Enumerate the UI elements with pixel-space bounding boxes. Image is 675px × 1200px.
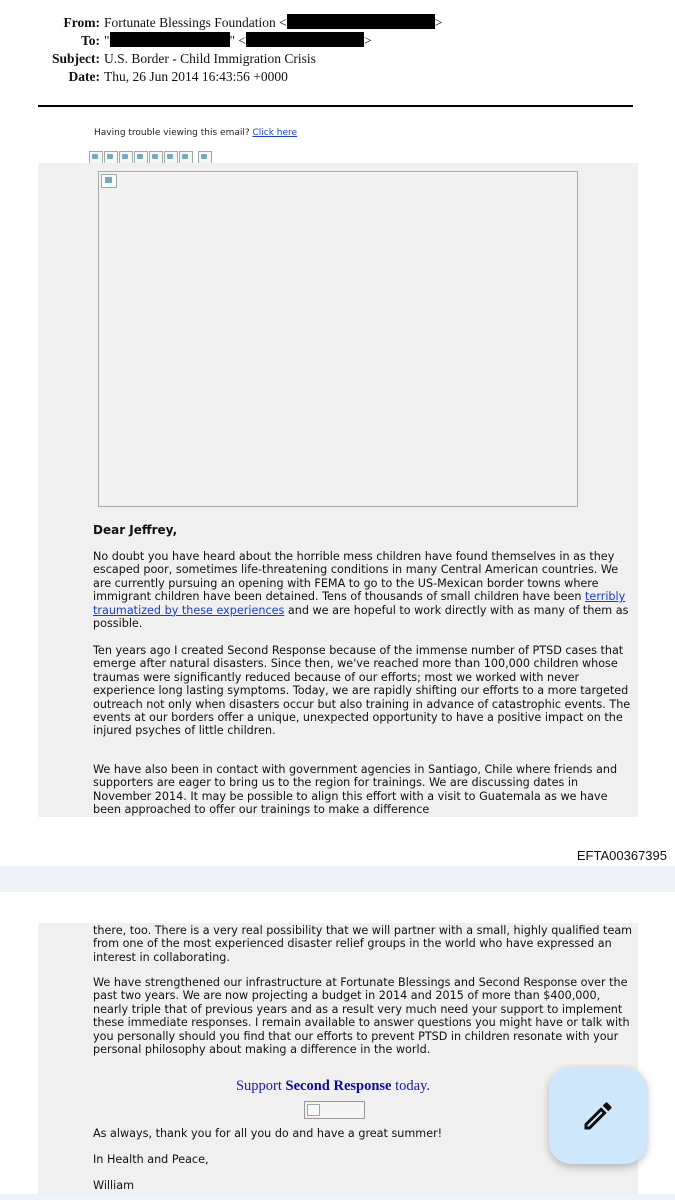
page-gap — [0, 866, 675, 892]
redaction-box — [287, 14, 435, 29]
to-row: To: " " < > — [0, 32, 560, 50]
email-body-panel-continued — [38, 923, 638, 1194]
traumatized-link[interactable]: terribly traumatized by these experiences — [93, 590, 626, 617]
page-id-stamp: EFTA00367395 — [576, 848, 667, 863]
date-label: Date: — [68, 69, 100, 84]
greeting: Dear Jeffrey, — [93, 523, 178, 537]
header-divider — [38, 105, 633, 107]
paragraph-2: Ten years ago I created Second Response because of the immense number of PTSD cases that emerge after natural disasters. Since then, we've reached more than 100,000 children whose traumas were significantly reduced because of our efforts; most we worked with never experience long lasting symptoms. Today, we are rapidly shifting our efforts to a more targeted outreach not only when disasters occur but also training in advance of catastrophic events. The events at our borders offer a unique, unexpected opportunity to have a positive impact on the injured psyches of little children. — [93, 644, 631, 738]
trouble-viewing-notice: Having trouble viewing this email? Click here — [94, 128, 298, 138]
broken-image-icon — [307, 1104, 320, 1116]
subject-label: Subject: — [52, 51, 100, 66]
to-label: To: — [80, 33, 100, 48]
broken-image-icon — [101, 174, 117, 188]
broken-image-row — [89, 149, 213, 163]
from-label: From: — [63, 15, 100, 30]
page-gap-bottom — [0, 1194, 675, 1200]
from-row: From: Fortunate Blessings Foundation < > — [0, 14, 560, 32]
signature: William — [93, 1179, 135, 1192]
date-row — [0, 68, 560, 86]
thanks-line: As always, thank you for all you do and have a great summer! — [93, 1127, 443, 1140]
subject-value: U.S. Border - Child Immigration Crisis — [104, 51, 316, 66]
subject-row — [0, 50, 560, 68]
support-callout: Support Second Response today. — [235, 1078, 431, 1094]
date-value: Thu, 26 Jun 2014 16:43:56 +0000 — [104, 69, 288, 84]
click-here-link[interactable]: Click here — [252, 128, 298, 138]
redaction-box — [110, 32, 230, 47]
header-image-placeholder — [98, 171, 578, 507]
paragraph-1: No doubt you have heard about the horrible mess children have found themselves in as they escaped poor, sometimes life-threatening conditions in many Central American countries. We are currently pursuing an opening with FEMA to go to the US-Mexican border towns where immigrant children have been detained. Tens of thousands of small children have been terribly traumatized by these experiences and we are hopeful to work directly with as many of them as possible. — [93, 550, 629, 631]
pencil-edit-icon — [580, 1098, 616, 1134]
signoff-line: In Health and Peace, — [93, 1153, 209, 1166]
paragraph-3-part-2: there, too. There is a very real possibility that we will partner with a small, highly qualified team from one of the most experienced disaster relief groups in the world who have expressed an interest in collaborating. — [93, 924, 633, 964]
redaction-box — [246, 32, 364, 47]
edit-fab-button[interactable] — [549, 1067, 647, 1164]
paragraph-3-part-1: We have also been in contact with government agencies in Santiago, Chile where friends and supporters are eager to bring us to the region for trainings. We are discussing dates in November 2014. It may be possible to align this effort with a visit to Guatemala as we have been approached to offer our trainings to make a difference — [93, 763, 618, 817]
email-body-panel — [38, 163, 638, 817]
from-value: Fortunate Blessings Foundation < — [104, 15, 287, 30]
donate-image-placeholder — [304, 1101, 365, 1119]
email-header — [0, 14, 560, 86]
paragraph-4: We have strengthened our infrastructure at Fortunate Blessings and Second Response over the past two years. We are now projecting a budget in 2014 and 2015 of more than $400,000, nearly triple that of previous years and as a result very much need your support to implement these immediate responses. I remain available to answer questions you might have or talk with you personally should you find that our efforts to prevent PTSD in children resonate with your personal philosophy about making a difference in the world. — [93, 976, 630, 1057]
support-org-name: Second Response — [285, 1078, 392, 1094]
